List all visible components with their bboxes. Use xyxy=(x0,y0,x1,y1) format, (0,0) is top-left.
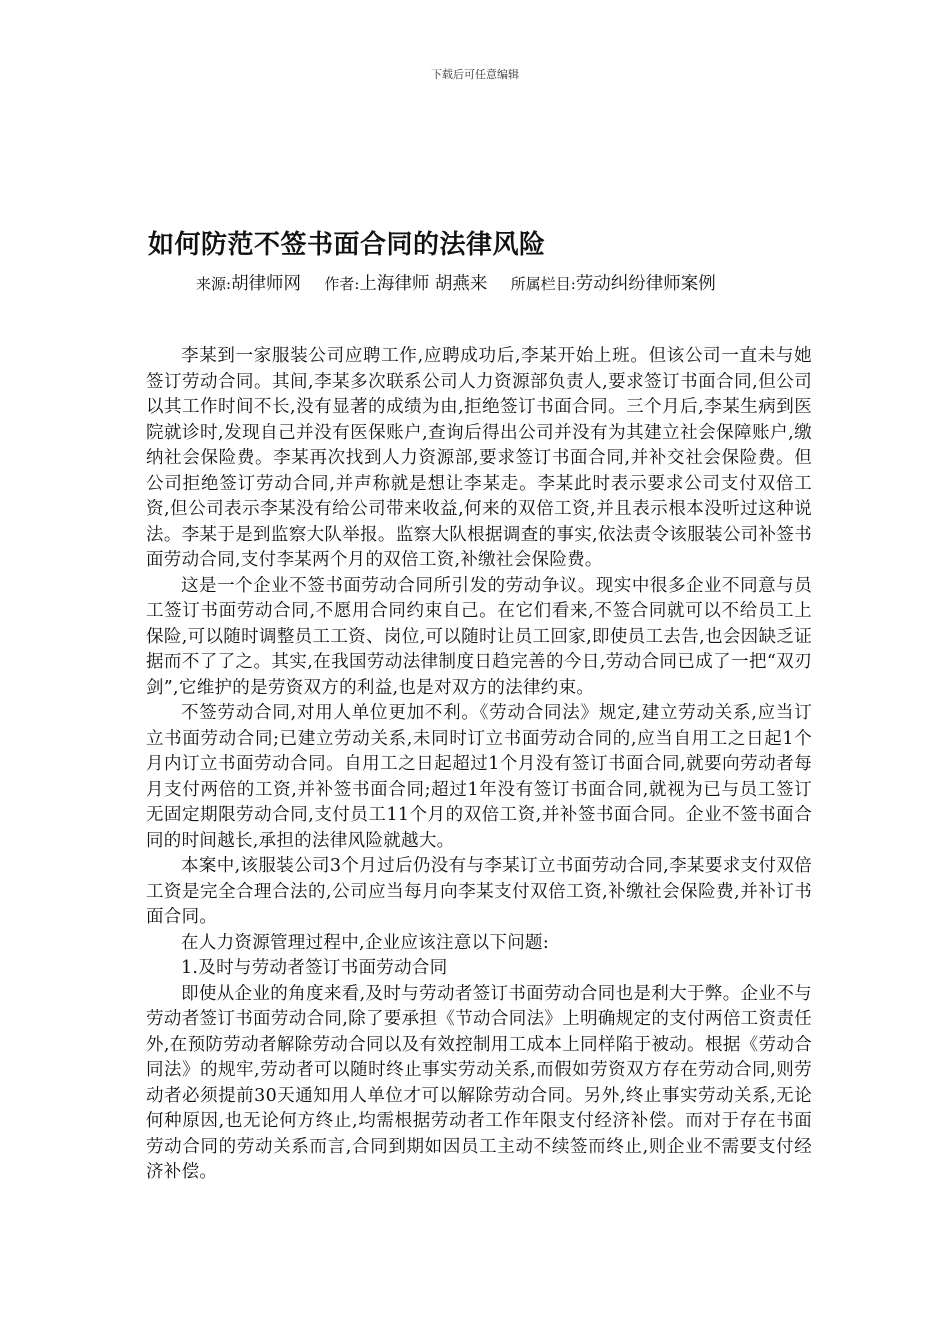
paragraph: 本案中,该服装公司3个月过后仍没有与李某订立书面劳动合同,李某要求支付双倍工资是完全合理合法的,公司应当每月向李某支付双倍工资,补缴社会保险费,并补订书面合同。 xyxy=(146,856,812,927)
column-value: 劳动纠纷律师案例 xyxy=(575,274,716,294)
section-heading: 1.及时与劳动者签订书面劳动合同 xyxy=(181,958,448,978)
author-value: 上海律师 胡燕来 xyxy=(359,274,488,294)
author-label: 作者: xyxy=(324,275,360,293)
column-label: 所属栏目: xyxy=(510,275,576,293)
paragraph: 即使从企业的角度来看,及时与劳动者签订书面劳动合同也是利大于弊。企业不与劳动者签订书面劳动合同,除了要承担《节动合同法》上明确规定的支付两倍工资责任外,在预防劳动者解除劳动合同以及有效控制用工成本上同样陷于被动。根据《劳动合同法》的规牢,劳动者可以随时终止事实劳动关系,而假如劳资双方存在劳动合同,则劳动者必须提前30天通知用人单位才可以解除劳动合同。另外,终止事实劳动关系,无论何种原因,也无论何方终止,均需根据劳动者工作年限支付经济补偿。而对于存在书面劳动合同的劳动关系而言,合同到期如因员工主动不续签而终止,则企业不需要支付经济补偿。 xyxy=(146,983,812,1182)
paragraph: 在人力资源管理过程中,企业应该注意以下问题: xyxy=(181,932,550,953)
source-label: 来源: xyxy=(196,275,232,293)
page-title: 如何防范不签书面合同的法律风险 xyxy=(148,230,546,260)
header-note: 下载后可任意编辑 xyxy=(431,68,519,81)
source-value: 胡律师网 xyxy=(231,274,302,294)
article-meta xyxy=(196,270,734,295)
article-body xyxy=(146,344,812,1186)
paragraph: 李某到一家服装公司应聘工作,应聘成功后,李某开始上班。但该公司一直未与她签订劳动合同。其间,李某多次联系公司人力资源部负责人,要求签订书面合同,但公司以其工作时间不长,没有显著的成绩为由,拒绝签订书面合同。三个月后,李某生病到医院就诊时,发现自己并没有医保账户,查询后得出公司并没有为其建立社会保障账户,缴纳社会保险费。李某再次找到人力资源部,要求签订书面合同,并补交社会保险费。但公司拒绝签订劳动合同,并声称就是想让李某走。李某此时表示要求公司支付双倍工资,但公司表示李某没有给公司带来收益,何来的双倍工资,并且表示根本没听过这种说法。李某于是到监察大队举报。监察大队根据调查的事实,依法责令该服装公司补签书面劳动合同,支付李某两个月的双倍工资,补缴社会保险费。 xyxy=(146,346,812,570)
paragraph: 不签劳动合同,对用人单位更加不利。《劳动合同法》规定,建立劳动关系,应当订立书面劳动合同;已建立劳动关系,未同时订立书面劳动合同的,应当自用工之日起1个月内订立书面劳动合同。自用工之日起超过1个月没有签订书面合同,就要向劳动者每月支付两倍的工资,并补签书面合同;超过1年没有签订书面合同,就视为已与员工签订无固定期限劳动合同,支付员工11个月的双倍工资,并补签书面合同。企业不签书面合同的时间越长,承担的法律风险就越大。 xyxy=(146,703,812,851)
paragraph: 这是一个企业不签书面劳动合同所引发的劳动争议。现实中很多企业不同意与员工签订书面劳动合同,不愿用合同约束自己。在它们看来,不签合同就可以不给员工上保险,可以随时调整员工工资、岗位,可以随时让员工回家,即使员工去告,也会因缺乏证据而不了了之。其实,在我国劳动法律制度日趋完善的今日,劳动合同已成了一把“双刃剑”,它维护的是劳资双方的利益,也是对双方的法律约束。 xyxy=(146,575,812,698)
